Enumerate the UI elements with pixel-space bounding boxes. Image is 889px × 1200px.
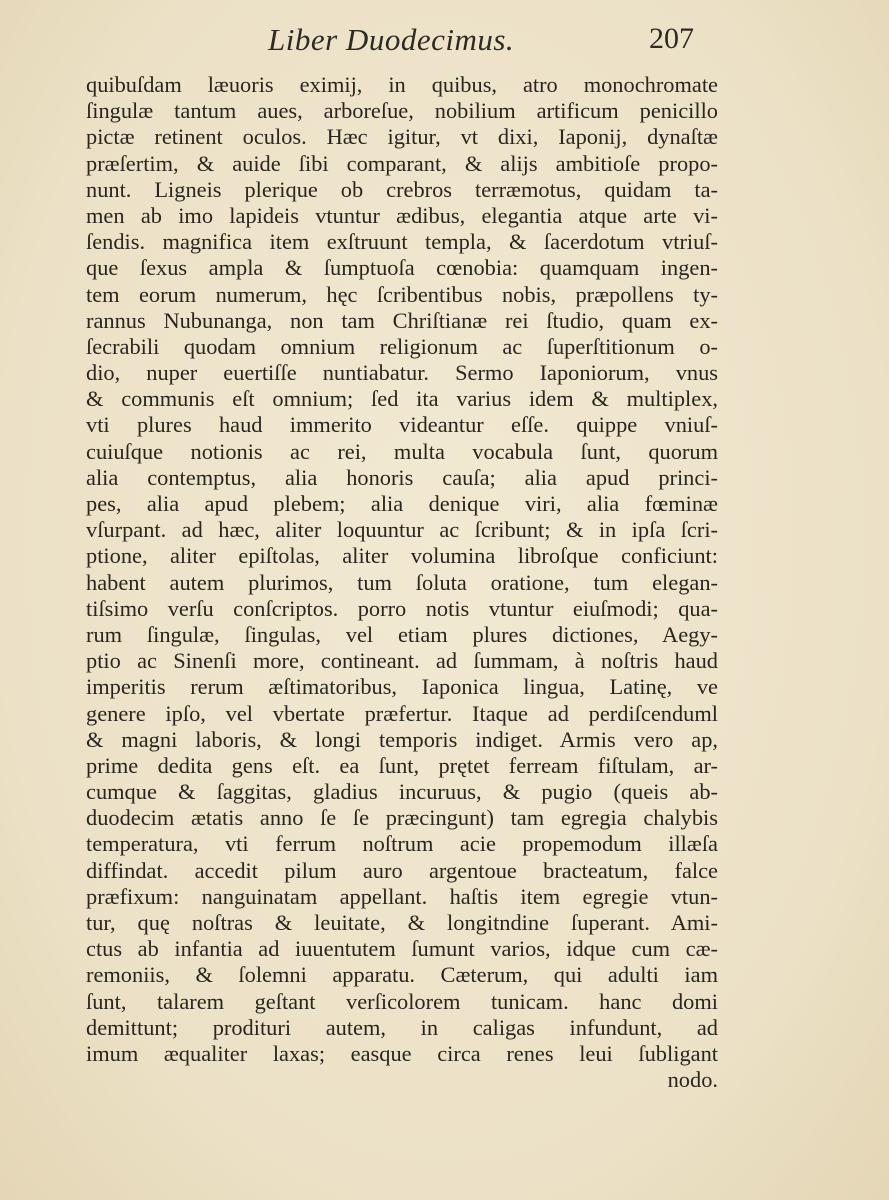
text-line: pes, alia apud plebem; alia denique viri, alia fœminæ (86, 491, 718, 516)
text-line: remoniis, & ſolemni apparatu. Cæterum, qui adulti iam (86, 962, 718, 988)
text-line: pictæ retinent oculos. Hæc igitur, vt dixi, Iaponij, dynaſtæ (86, 124, 718, 150)
text-line: vti plures haud immerito videantur eſſe. quippe vniuſ- (86, 412, 718, 438)
text-line: rannus Nubunanga, non tam Chriſtianæ rei ſtudio, quam ex- (86, 307, 718, 333)
running-title: Liber Duodecimus. (268, 22, 515, 57)
text-line: men ab imo lapideis vtuntur ædibus, elegantia atque arte vi- (86, 202, 718, 228)
text-line: ſunt, talarem geſtant verſicolorem tunicam. hanc domi (86, 988, 718, 1014)
text-line: habent autem plurimos, tum ſoluta oratione, tum elegan- (86, 569, 718, 595)
text-line: genere ipſo, vel vbertate præfertur. Itaque ad perdiſcenduml (86, 700, 718, 726)
text-line: vſurpant. ad hæc, aliter loquuntur ac ſcribunt; & in ipſa ſcri- (86, 517, 718, 543)
text-line: præfixum: nanguinatam appellant. haſtis item egregie vtun- (86, 883, 718, 909)
text-line: nunt. Ligneis plerique ob crebros terræmotus, quidam ta- (86, 176, 718, 202)
text-line: tur, quę noſtras & leuitate, & longitndine ſuperant. Ami- (86, 910, 718, 935)
page-header (240, 22, 700, 62)
text-line: rum ſingulæ, ſingulas, vel etiam plures dictiones, Aegy- (86, 621, 718, 647)
text-line: nodo. (667, 1067, 718, 1093)
text-line: ſendis. magnifica item exſtruunt templa, & ſacerdotum vtriuſ- (86, 229, 718, 255)
text-line: ptione, aliter epiſtolas, aliter volumina libroſque conficiunt: (86, 543, 718, 569)
text-line: ſingulæ tantum aues, arboreſue, nobilium artificum penicillo (86, 98, 718, 124)
text-line: alia contemptus, alia honoris cauſa; alia apud princi- (86, 464, 718, 490)
body-text (86, 72, 718, 1093)
text-line: prime dedita gens eſt. ea ſunt, prętet ferream fiſtulam, ar- (86, 752, 718, 778)
text-line: cuiuſque notionis ac rei, multa vocabula ſunt, quorum (86, 438, 718, 464)
text-line: duodecim ætatis anno ſe ſe præcingunt) tam egregia chalybis (86, 805, 718, 831)
text-line: & magni laboris, & longi temporis indiget. Armis vero ap, (86, 726, 718, 752)
text-line: præſertim, & auide ſibi comparant, & alijs ambitioſe propo- (86, 150, 718, 176)
text-line: quibuſdam læuoris eximij, in quibus, atro monochromate (86, 72, 718, 97)
text-line: que ſexus ampla & ſumptuoſa cœnobia: quamquam ingen- (86, 255, 718, 281)
text-line: ptio ac Sinenſi more, contineant. ad ſummam, à noſtris haud (86, 648, 718, 674)
text-line: temperatura, vti ferrum noſtrum acie propemodum illæſa (86, 831, 718, 857)
text-line: diffindat. accedit pilum auro argentoue bracteatum, falce (86, 857, 718, 883)
text-line: dio, nuper euertiſſe nuntiabatur. Sermo Iaponiorum, vnus (86, 360, 718, 386)
text-line: demittunt; prodituri autem, in caligas infundunt, ad (86, 1014, 718, 1040)
text-line: & communis eſt omnium; ſed ita varius idem & multiplex, (86, 386, 718, 412)
text-line: tem eorum numerum, hęc ſcribentibus nobis, præpollens ty- (86, 281, 718, 307)
text-line: imum æqualiter laxas; easque circa renes leui ſubligant (86, 1040, 718, 1066)
text-line: ctus ab infantia ad iuuentutem ſumunt varios, idque cum cæ- (86, 936, 718, 962)
text-line: tiſsimo verſu conſcriptos. porro notis vtuntur eiuſmodi; qua- (86, 595, 718, 621)
page-number: 207 (649, 22, 694, 55)
text-line: ſecrabili quodam omnium religionum ac ſuperſtitionum o- (86, 333, 718, 359)
text-line: cumque & ſaggitas, gladius incuruus, & pugio (queis ab- (86, 779, 718, 805)
text-line: imperitis rerum æſtimatoribus, Iaponica lingua, Latinę, ve (86, 674, 718, 700)
